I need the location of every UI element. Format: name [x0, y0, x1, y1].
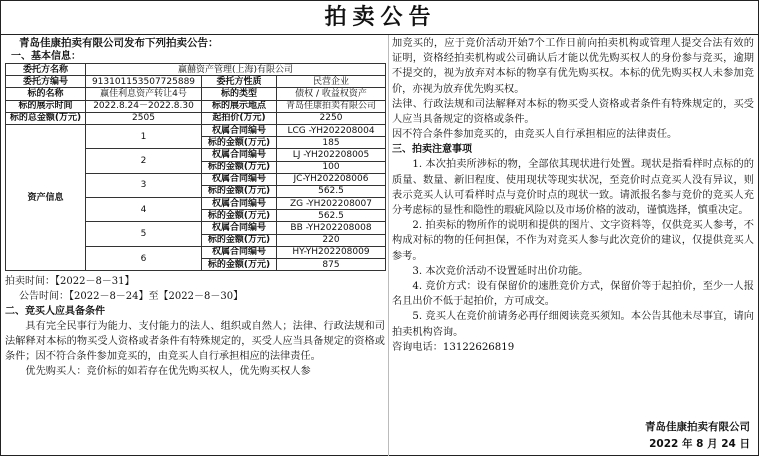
asset-amount-label: 标的金额(万元)	[202, 210, 277, 222]
display-time-value: 2022.8.24－2022.8.30	[86, 100, 202, 112]
basic-info-table	[5, 63, 386, 271]
asset-index: 4	[86, 198, 202, 222]
asset-amount-value: 100	[277, 161, 386, 173]
contract-no-label: 权属合同编号	[202, 222, 277, 234]
asset-amount-label: 标的金额(万元)	[202, 234, 277, 246]
consignor-value: 赢囍资产管理(上海)有限公司	[86, 64, 386, 76]
asset-amount-value: 875	[277, 259, 386, 271]
law-requirement-paragraph: 法律、行政法规和司法解释对本标的物买受人资格或者条件有特殊规定的，买受人应当具备规定的资格或条件。	[392, 98, 754, 126]
asset-index: 3	[86, 173, 202, 197]
contract-no-value: LCG -YH202208004	[277, 124, 386, 136]
contract-no-label: 权属合同编号	[202, 173, 277, 185]
intro-line: 青岛佳康拍卖有限公司发布下列拍卖公告：	[19, 37, 219, 49]
auction-time: 拍卖时间：【2022－8－31】	[5, 276, 135, 288]
consignor-label: 委托方名称	[6, 64, 86, 76]
asset-amount-value: 562.5	[277, 185, 386, 197]
asset-amount-label: 标的金额(万元)	[202, 137, 277, 149]
consignor-no-label: 委托方编号	[6, 76, 86, 88]
asset-index: 1	[86, 124, 202, 148]
contract-no-label: 权属合同编号	[202, 198, 277, 210]
total-amount-value: 2505	[86, 112, 202, 124]
table-row	[6, 124, 386, 136]
section1-title: 一、基本信息：	[11, 51, 81, 62]
priority-buyer-continued: 加竞买的，应于竞价活动开始7个工作日前向拍卖机构或管理人提交合法有效的证明，资格经拍卖机构或公司确认后才能以优先购买权人的身份参与竞买，逾期不提交的，视为放弃对本标的物享有优先购买权。本标的优先购买权人未参加竞价，亦视为放弃优先购买权。	[392, 38, 754, 95]
contract-no-value: ZG -YH202208007	[277, 198, 386, 210]
contract-no-value: HY-YH202208009	[277, 246, 386, 258]
left-column	[5, 36, 385, 379]
notice-item-3: 3. 本次竞价活动不设置延时出价功能。	[412, 265, 589, 277]
company-signature: 青岛佳康拍卖有限公司	[645, 421, 750, 433]
target-name-label: 标的名称	[6, 88, 86, 100]
liability-paragraph: 因不符合条件参加竞买的，由竞买人自行承担相应的法律责任。	[392, 129, 678, 141]
contract-no-value: BB -YH202208008	[277, 222, 386, 234]
table-row	[6, 88, 386, 100]
notice-item-4: 4. 竞价方式：设有保留价的速胜竞价方式，保留价等于起拍价，至少一人报名且出价不低于起拍价，方可成交。	[392, 281, 754, 308]
total-amount-label: 标的总金额(万元)	[6, 112, 86, 124]
asset-amount-label: 标的金额(万元)	[202, 161, 277, 173]
target-type-label: 标的类型	[202, 88, 277, 100]
asset-index: 6	[86, 246, 202, 270]
asset-info-label: 资产信息	[6, 124, 86, 270]
contract-no-label: 权属合同编号	[202, 246, 277, 258]
target-type-value: 债权 / 收益权资产	[277, 88, 386, 100]
asset-amount-value: 562.5	[277, 210, 386, 222]
notice-item-2: 2. 拍卖标的物所作的说明和提供的图片、文字资料等，仅供竞买人参考，不构成对标的物的任何担保，不作为对竞买人参与此次竞价的建议，仅提供竞买人参考。	[392, 220, 754, 262]
consignor-nature-label: 委托方性质	[202, 76, 277, 88]
contract-no-value: LJ -YH202208005	[277, 149, 386, 161]
right-column	[392, 36, 754, 355]
asset-amount-value: 220	[277, 234, 386, 246]
column-divider	[388, 35, 389, 456]
phone-line: 咨询电话：13122626819	[392, 341, 515, 353]
display-time-label: 标的展示时间	[6, 100, 86, 112]
target-name-value: 赢佳利息资产转让4号	[86, 88, 202, 100]
table-row	[6, 76, 386, 88]
priority-buyer-paragraph: 优先购买人：竞价标的如若存在优先购买权人，优先购买权人参	[25, 366, 311, 378]
contract-no-value: JC-YH202208006	[277, 173, 386, 185]
table-row	[6, 64, 386, 76]
conditions-paragraph: 具有完全民事行为能力、支付能力的法人、组织或自然人；法律、行政法规和司法解释对本标的物买受人资格或者条件有特殊规定的，买受人应当具备规定的资格或条件；因不符合条件参加竞买的，由竞买人自行承担相应的法律责任。	[5, 321, 385, 363]
table-row	[6, 112, 386, 124]
section3-title: 三、拍卖注意事项	[392, 144, 472, 156]
signature-date: 2022 年 8 月 24 日	[649, 438, 750, 450]
start-price-value: 2250	[277, 112, 386, 124]
page-title: 拍卖公告	[324, 5, 437, 30]
table-row	[6, 100, 386, 112]
consignor-nature-value: 民营企业	[277, 76, 386, 88]
consignor-no-value: 913101153507725889	[86, 76, 202, 88]
notice-time: 公告时间：【2022－8－24】至【2022－8－30】	[19, 291, 244, 303]
display-place-value: 青岛佳康拍卖有限公司	[277, 100, 386, 112]
asset-amount-value: 185	[277, 137, 386, 149]
start-price-label: 起拍价(万元)	[202, 112, 277, 124]
display-place-label: 标的展示地点	[202, 100, 277, 112]
section2-title: 二、竞买人应具备条件	[5, 306, 105, 318]
title-divider	[1, 34, 759, 35]
contract-no-label: 权属合同编号	[202, 124, 277, 136]
asset-amount-label: 标的金额(万元)	[202, 259, 277, 271]
contract-no-label: 权属合同编号	[202, 149, 277, 161]
asset-index: 5	[86, 222, 202, 246]
asset-amount-label: 标的金额(万元)	[202, 185, 277, 197]
notice-item-1: 1. 本次拍卖所涉标的物，全部依其现状进行处置。现状是指看样时点标的的质量、数量、新旧程度、使用现状等现实状况，至竞价时点竞买人没有异议，则表示竞买人认可看样时点与竞价时点的现状一致。请派报名参与竞价的竞买人充分考虑标的显性和隐性的瑕疵风险以及市场价格的波动，谨慎选择，慎重决定。	[392, 159, 754, 217]
notice-item-5: 5. 竞买人在竞价前请务必再仔细阅读竞买须知。本公告其他未尽事宜，请向拍卖机构咨询。	[392, 311, 754, 338]
asset-index: 2	[86, 149, 202, 173]
